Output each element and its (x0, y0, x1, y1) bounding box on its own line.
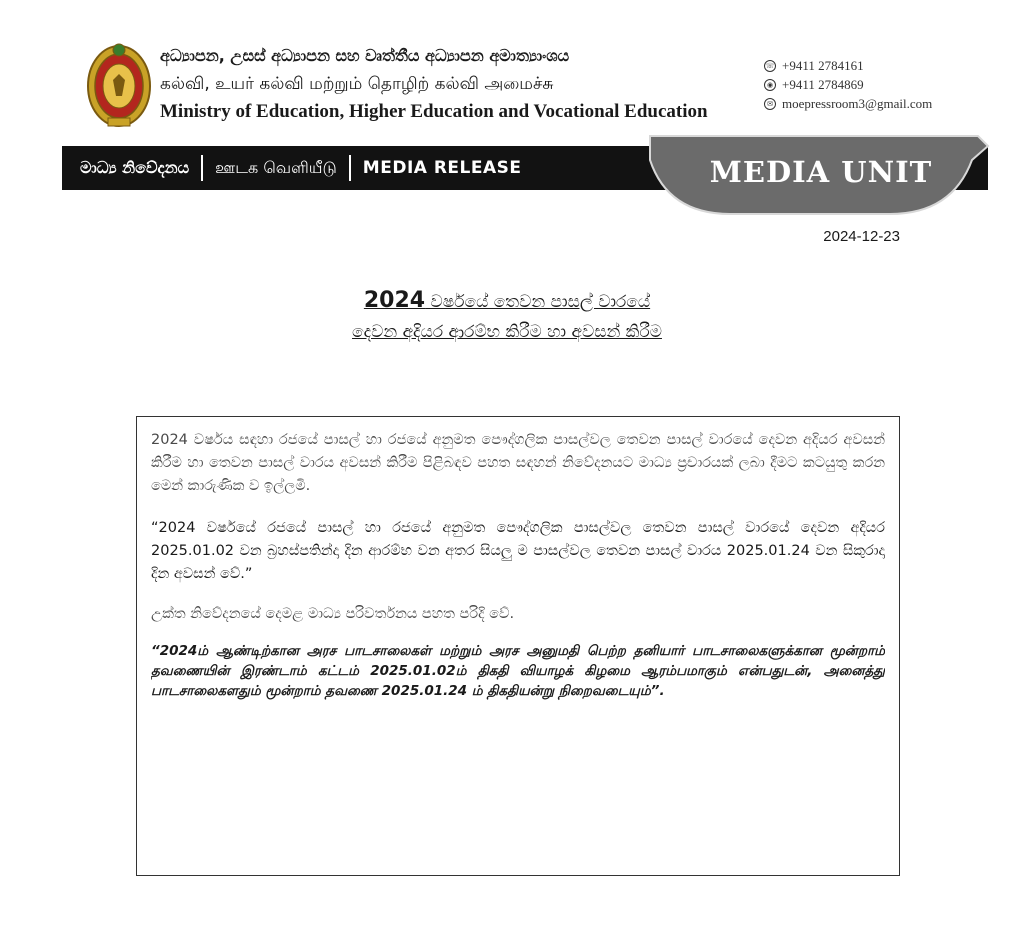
body-paragraph-3: උක්ත නිවේදනයේ දෙමළ මාධ්‍ය පරිවර්තනය පහත පරිදි වේ. (151, 606, 515, 622)
media-release-label-tamil: ஊடக வெளியீடு (215, 157, 337, 177)
body-paragraph-quote-tamil: “2024ம் ஆண்டிற்கான அரச பாடசாலைகள் மற்றும் அரச அனுமதி பெற்ற தனியார் பாடசாலைகளுக்கான மூன்றாம் தவணையின் இரண்டாம் கட்டம் 2025.01.02ம் திகதி வியாழக் கிழமை ஆரம்பமாகும் என்பதுடன், அனைத்து பாடசாலைகளதும் மூன்றாம் தவணை 2025.01.24 ம் திகதியன்று நிறைவடையும்”. (151, 643, 885, 699)
release-date: 2024-12-23 (823, 228, 900, 245)
release-body-box (136, 416, 900, 876)
ministry-name-sinhala: අධ්‍යාපන, උසස් අධ්‍යාපන සහ වෘත්තීය අධ්‍යාපන අමාත්‍යාංශය (160, 46, 570, 65)
contact-email-text[interactable]: moepressroom3@gmail.com (782, 95, 933, 111)
body-paragraph-1: 2024 වර්ෂය සඳහා රජයේ පාසල් හා රජයේ අනුමත පෞද්ගලික පාසල්වල තෙවන පාසල් වාරයේ දෙවන අදියර අවසන් කිරීම හා තෙවන පාසල් වාරය අවසන් කිරීම පිළිබඳව පහත සඳහන් නිවේදනයට මාධ්‍ය ප්‍රචාරයක් ලබා දීමට කටයුතු කරන මෙන් කාරුණික ව ඉල්ලමි. (151, 432, 885, 494)
media-unit-label: MEDIA UNIT (709, 155, 933, 189)
contact-fax-text: +9411 2784869 (782, 76, 864, 92)
email-icon: ✉ (764, 98, 776, 110)
ministry-name-tamil: கல்வி, உயர் கல்வி மற்றும் தொழிற் கல்வி அமைச்சு (160, 74, 554, 94)
title-line-1 (150, 286, 864, 317)
media-release-label-sinhala: මාධ්‍ය නිවේදනය (80, 158, 190, 177)
contact-phone-text: +9411 2784161 (782, 57, 864, 73)
title-line-1-rest: වර්ෂයේ තෙවන පාසල් වාරයේ (425, 292, 651, 312)
release-title (150, 286, 864, 347)
phone-icon: ☏ (765, 61, 775, 70)
fax-icon: ◉ (764, 79, 776, 91)
media-release-label-english: MEDIA RELEASE (362, 158, 522, 178)
title-year: 2024 (363, 288, 426, 313)
body-paragraph-quote-sinhala: “2024 වර්ෂයේ රජයේ පාසල් හා රජයේ අනුමත පෞද්ගලික පාසල්වල තෙවන පාසල් වාරයේ දෙවන අදියර 2025.01.02 වන බ්‍රහස්පතින්දා දින ආරම්භ වන අතර සියලු ම පාසල්වල තෙවන පාසල් වාරය 2025.01.24 වන සිකුරාදා දින අවසන් වේ.” (151, 520, 885, 582)
title-line-2: දෙවන අදියර ආරම්භ කිරීම හා අවසන් කිරීම (352, 322, 662, 342)
ministry-name-english: Ministry of Education, Higher Education and Vocational Education (160, 101, 708, 122)
